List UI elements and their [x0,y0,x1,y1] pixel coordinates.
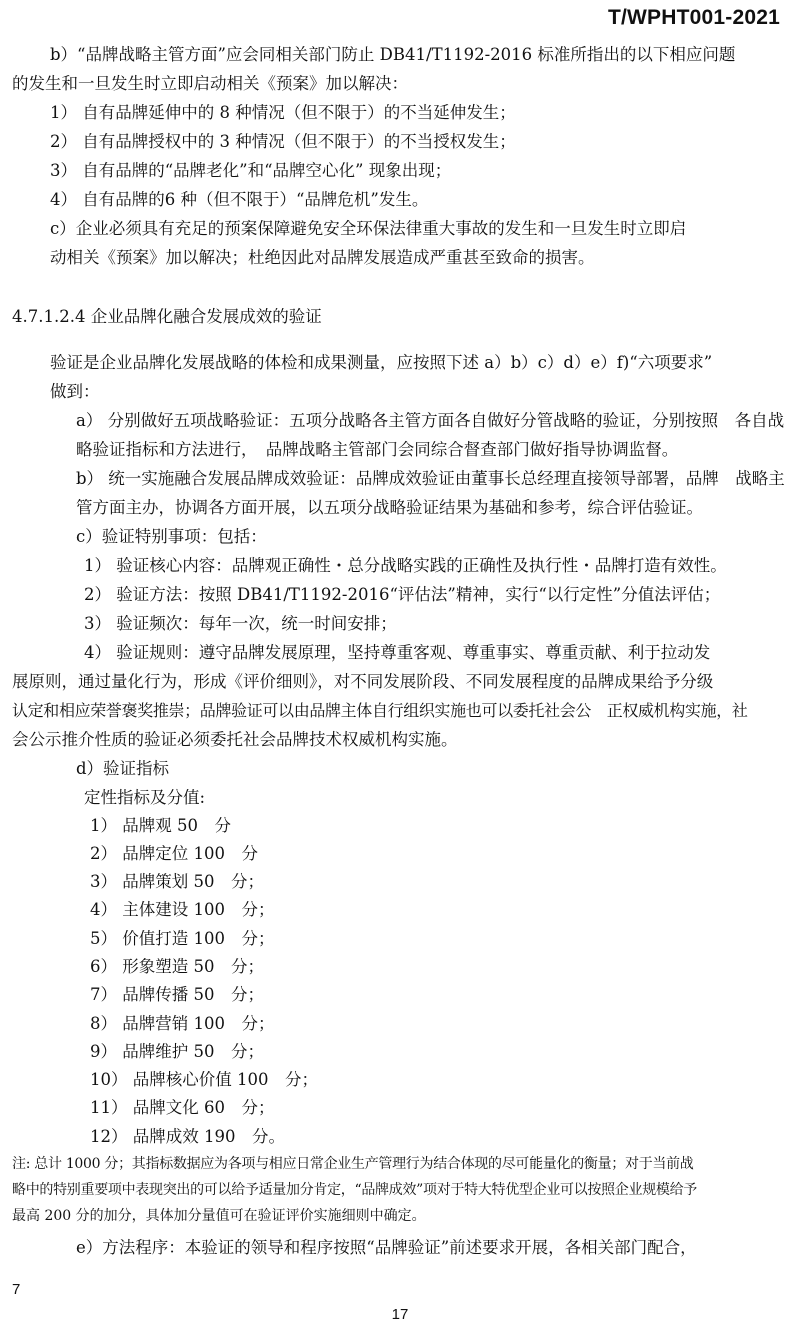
item-c4-line2: 展原则，通过量化行为，形成《评价细则》，对不同发展阶段、不同发展程度的品牌成果给予分级 [12,671,714,691]
score-list [12,812,788,1152]
score-item: 11） 品牌文化 60 分； [90,1098,275,1118]
section-c-line1: c）企业必须具有充足的预案保障避免安全环保法律重大事故的发生和一旦发生时立即启 [50,219,687,238]
section-c-line2: 动相关《预案》加以解决；杜绝因此对品牌发展造成严重甚至致命的损害。 [50,248,595,267]
item-d-title: d）验证指标 [76,758,170,778]
score-item: 7） 品牌传播 50 分； [90,985,264,1005]
score-item: 1） 品牌观 50 分 [90,815,231,835]
document-body [12,40,788,1262]
item-b-line2: 管方面主办，协调各方面开展，以五项分战略验证结果为基础和参考，综合评估验证。 [76,497,703,517]
clause-heading: 4.7.1.2.4 企业品牌化融合发展成效的验证 [12,307,322,326]
section-b-intro-line1: b）“品牌战略主管方面”应会同相关部门防止 DB41/T1192-2016 标准所指出的以下相应问题 [50,45,736,64]
score-item: 9） 品牌维护 50 分； [90,1041,264,1061]
score-item: 12） 品牌成效 190 分。 [90,1126,285,1146]
item-b-line1: b） 统一实施融合发展品牌成效验证：品牌成效验证由董事长总经理直接领导部署，品牌 战略主 [76,468,785,488]
clause-intro-line1: 验证是企业品牌化发展战略的体检和成果测量，应按照下述 a）b）c）d）e）f)“六项要求” [50,352,713,372]
score-item: 10） 品牌核心价值 100 分； [90,1070,318,1090]
section-b-item: 2） 自有品牌授权中的 3 种情况（但不限于）的不当授权发生； [50,132,516,151]
section-b-intro-line2: 的发生和一旦发生时立即启动相关《预案》加以解决： [12,74,408,93]
score-item: 6） 形象塑造 50 分； [90,956,264,976]
item-c-title: c）验证特别事项：包括： [76,526,267,546]
item-e-line1: e）方法程序：本验证的领导和程序按照“品牌验证”前述要求开展，各相关部门配合， [76,1238,697,1258]
score-item: 2） 品牌定位 100 分 [90,843,258,863]
item-c4-line1: 4） 验证规则：遵守品牌发展原理，坚持尊重客观、尊重事实、尊重贡献、利于拉动发 [84,642,711,662]
score-item: 3） 品牌策划 50 分； [90,872,264,892]
note-line1: 注: 总计 1000 分；其指标数据应为各项与相应日常企业生产管理行为结合体现的尽可能量化的衡量；对于当前战 [12,1156,694,1173]
item-c4-line4: 会公示推介性质的验证必须委托社会品牌技术权威机构实施。 [12,729,458,749]
item-c-subitem: 1） 验证核心内容：品牌观正确性・总分战略实践的正确性及执行性・品牌打造有效性。 [84,555,727,575]
section-b-item: 4） 自有品牌的6 种（但不限于）“品牌危机”发生。 [50,190,429,209]
item-a-line2: 略验证指标和方法进行， 品牌战略主管部门会同综合督查部门做好指导协调监督。 [76,439,679,459]
section-b-item: 1） 自有品牌延伸中的 8 种情况（但不限于）的不当延伸发生； [50,103,516,122]
score-item: 4） 主体建设 100 分； [90,900,275,920]
score-item: 5） 价值打造 100 分； [90,928,275,948]
score-item: 8） 品牌营销 100 分； [90,1013,275,1033]
clause-intro-line2: 做到： [50,381,100,401]
page-number-center: 17 [391,1306,409,1323]
section-b-item: 3） 自有品牌的“品牌老化”和“品牌空心化” 现象出现； [50,161,452,180]
item-d-subtitle: 定性指标及分值: [84,787,206,807]
note-line2: 略中的特别重要项中表现突出的可以给予适量加分肯定，“品牌成效”项对于特大特优型企业可以按照企业规模给予 [12,1182,698,1199]
item-c-subitem: 3） 验证频次：每年一次，统一时间安排； [84,613,397,633]
item-a-line1: a） 分别做好五项战略验证：五项分战略各主管方面各自做好分管战略的验证，分别按照 各自战 [76,410,785,430]
document-code: T/WPHT001-2021 [607,6,780,29]
note-line3: 最高 200 分的加分，具体加分量值可在验证评价实施细则中确定。 [12,1208,426,1225]
page-number-left: 7 [12,1281,21,1298]
item-c-subitem: 2） 验证方法：按照 DB41/T1192-2016“评估法”精神，实行“以行定性”分值法评估； [84,584,721,604]
item-c4-line3: 认定和相应荣誉褒奖推崇；品牌验证可以由品牌主体自行组织实施也可以委托社会公 正权威机构实施，社 [12,700,748,720]
